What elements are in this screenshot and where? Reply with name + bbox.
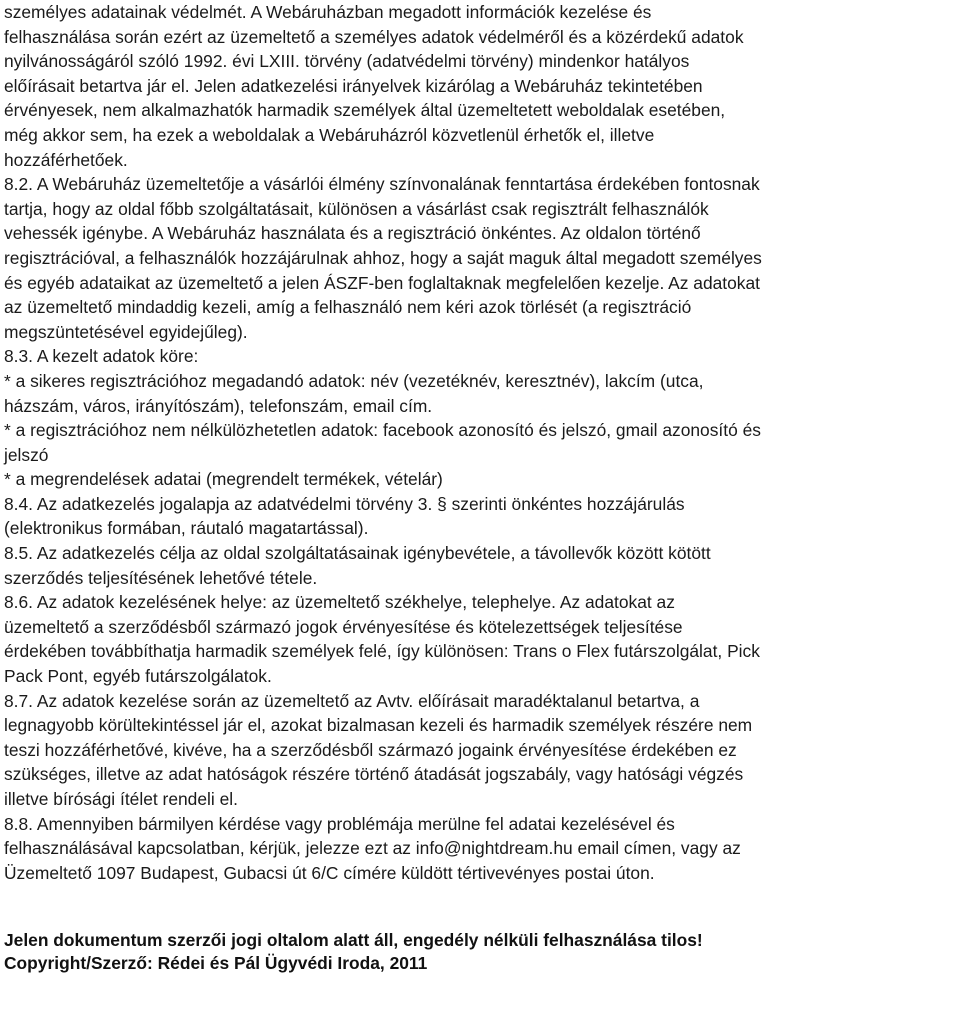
copyright-line: Copyright/Szerző: Rédei és Pál Ügyvédi Iroda, 2011 xyxy=(4,953,428,974)
text-line: megszüntetésével egyidejűleg). xyxy=(4,321,248,342)
text-line: teszi hozzáférhetővé, kivéve, ha a szerződésből származó jogaink érvényesítése érdekében ez xyxy=(4,739,737,760)
section-8-6-line: 8.6. Az adatok kezelésének helye: az üzemeltető székhelye, telephelye. Az adatokat az xyxy=(4,592,675,613)
text-line: felhasználása során ezért az üzemeltető a személyes adatok védelméről és a közérdekű adatok xyxy=(4,26,744,47)
text-line: személyes adatainak védelmét. A Webáruházban megadott információk kezelése és xyxy=(4,2,652,22)
text-line: még akkor sem, ha ezek a weboldalak a Webáruházról közvetlenül érhetők el, illetve xyxy=(4,124,655,145)
text-line: illetve bírósági ítélet rendeli el. xyxy=(4,789,238,809)
list-item-line: * a regisztrációhoz nem nélkülözhetetlen adatok: facebook azonosító és jelszó, gmail azonosító és xyxy=(4,420,761,441)
text-line: szükséges, illetve az adat hatóságok részére történő átadását jogszabály, vagy hatósági végzés xyxy=(4,764,744,785)
text-line: tartja, hogy az oldal főbb szolgáltatásait, különösen a vásárlást csak regisztrált felhasználók xyxy=(4,198,709,219)
text-line: jelszó xyxy=(4,444,49,465)
text-line: házszám, város, irányítószám), telefonszám, email cím. xyxy=(4,395,433,416)
section-8-8-line: 8.8. Amennyiben bármilyen kérdése vagy problémája merülne fel adatai kezelésével és xyxy=(4,813,675,834)
text-line: és egyéb adataikat az üzemeltető a jelen ÁSZF-ben foglaltaknak megfelelően kezelje. Az adatokat xyxy=(4,272,760,293)
text-line: előírásait betartva jár el. Jelen adatkezelési irányelvek kizárólag a Webáruház tekintetében xyxy=(4,75,703,96)
section-8-4-line: 8.4. Az adatkezelés jogalapja az adatvédelmi törvény 3. § szerinti önkéntes hozzájárulás xyxy=(4,493,685,514)
list-item-line: * a sikeres regisztrációhoz megadandó adatok: név (vezetéknév, keresztnév), lakcím (utca, xyxy=(4,370,704,391)
text-line: (elektronikus formában, ráutaló magatartással). xyxy=(4,518,369,539)
spacer xyxy=(4,885,958,929)
section-8-2-line: 8.2. A Webáruház üzemeltetője a vásárlói élmény színvonalának fenntartása érdekében fontosnak xyxy=(4,174,760,195)
list-item-line: * a megrendelések adatai (megrendelt termékek, vételár) xyxy=(4,469,443,490)
section-8-5-line: 8.5. Az adatkezelés célja az oldal szolgáltatásainak igénybevétele, a távollevők között kötött xyxy=(4,543,711,564)
text-line: Üzemeltető 1097 Budapest, Gubacsi út 6/C címére küldött tértivevényes postai úton. xyxy=(4,862,655,883)
copyright-notice: Jelen dokumentum szerzői jogi oltalom alatt áll, engedély nélküli felhasználása tilos! xyxy=(4,930,703,951)
text-line: nyilvánosságáról szóló 1992. évi LXIII. törvény (adatvédelmi törvény) mindenkor hatályos xyxy=(4,51,690,72)
text-line: érvényesek, nem alkalmazhatók harmadik személyek által üzemeltetett weboldalak esetében, xyxy=(4,100,726,121)
document-body xyxy=(4,0,958,975)
text-line: hozzáférhetőek. xyxy=(4,149,128,170)
section-8-3-line: 8.3. A kezelt adatok köre: xyxy=(4,346,199,367)
text-line: felhasználásával kapcsolatban, kérjük, jelezze ezt az info@nightdream.hu email címen, vagy az xyxy=(4,838,741,859)
text-line: regisztrációval, a felhasználók hozzájárulnak ahhoz, hogy a saját maguk által megadott személyes xyxy=(4,247,762,268)
text-line: üzemeltető a szerződésből származó jogok érvényesítése és kötelezettségek teljesítése xyxy=(4,616,683,637)
text-line: Pack Pont, egyéb futárszolgálatok. xyxy=(4,666,272,687)
text-line: érdekében továbbíthatja harmadik személyek felé, így különösen: Trans o Flex futárszolgálat, Pick xyxy=(4,641,760,662)
text-line: legnagyobb körültekintéssel jár el, azokat bizalmasan kezeli és harmadik személyek részére nem xyxy=(4,715,753,736)
section-8-7-line: 8.7. Az adatok kezelése során az üzemeltető az Avtv. előírásait maradéktalanul betartva, a xyxy=(4,690,700,711)
text-line: az üzemeltető mindaddig kezeli, amíg a felhasználó nem kéri azok törlését (a regisztráció xyxy=(4,297,692,318)
text-line: vehessék igénybe. A Webáruház használata és a regisztráció önkéntes. Az oldalon történő xyxy=(4,223,701,244)
text-line: szerződés teljesítésének lehetővé tétele. xyxy=(4,567,318,588)
